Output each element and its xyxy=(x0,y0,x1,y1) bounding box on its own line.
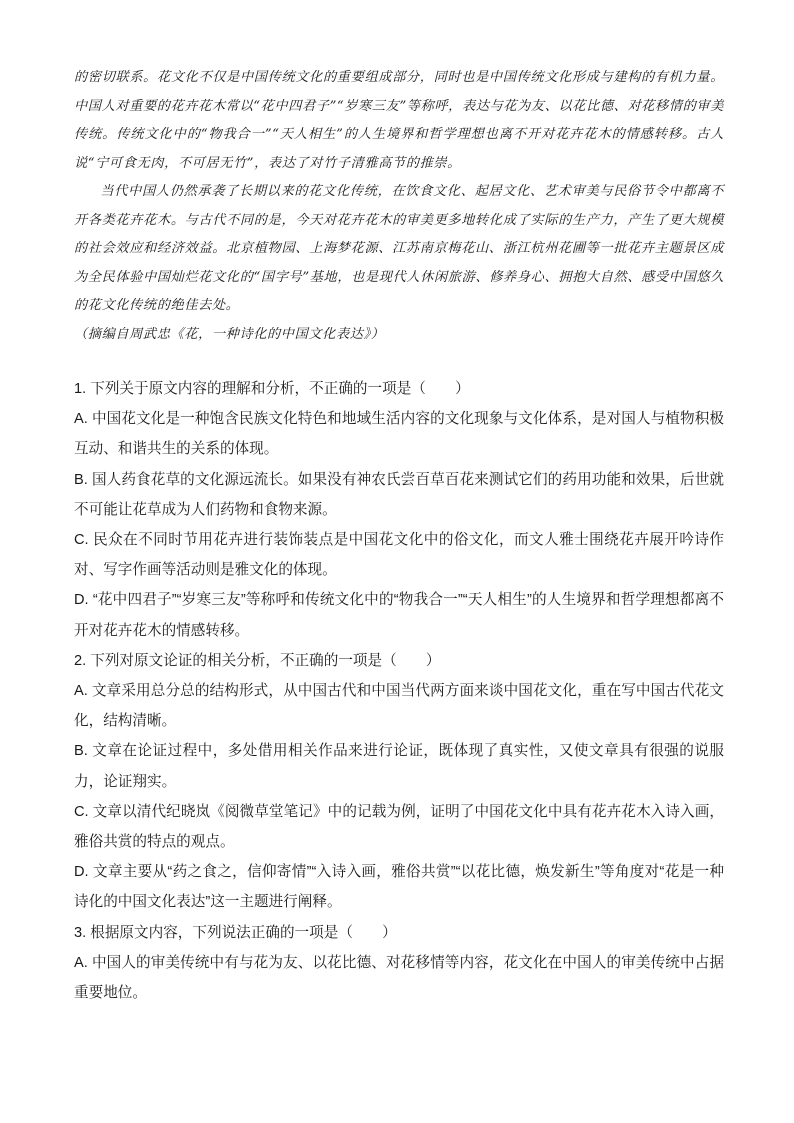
reading-passage xyxy=(74,64,724,349)
question-2-option-c: C. 文章以清代纪晓岚《阅微草堂笔记》中的记载为例，证明了中国花文化中具有花卉花木入诗入画，雅俗共赏的特点的观点。 xyxy=(74,803,724,851)
question-1-option-b: B. 国人药食花草的文化源远流长。如果没有神农氏尝百草百花来测试它们的药用功能和效果，后世就不可能让花草成为人们药物和食物来源。 xyxy=(74,471,724,518)
question-1-option-a: A. 中国花文化是一种饱含民族文化特色和地域生活内容的文化现象与文化体系，是对国人与植物积极互动、和谐共生的关系的体现。 xyxy=(74,411,724,458)
question-1-option-c: C. 民众在不同时节用花卉进行装饰装点是中国花文化中的俗文化，而文人雅士围绕花卉展开吟诗作对、写字作画等活动则是雅文化的体现。 xyxy=(74,532,724,579)
question-1-stem: 1. 下列关于原文内容的理解和分析，不正确的一项是（ ） xyxy=(74,381,470,397)
passage-source: （摘编自周武忠《花，一种诗化的中国文化表达》） xyxy=(74,326,385,342)
passage-paragraph-1: 的密切联系。花文化不仅是中国传统文化的重要组成部分，同时也是中国传统文化形成与建构的有机力量。中国人对重要的花卉花木常以“花中四君子”“岁寒三友”等称呼，表达与花为友、以花比德、对花移情的审美传统。传统文化中的“物我合一”“天人相生”的人生境界和哲学理想也离不开对花卉花木的情感转移。古人说“宁可食无肉，不可居无竹”，表达了对竹子清雅高节的推崇。 xyxy=(74,70,724,171)
question-1-option-d: D. “花中四君子”“岁寒三友”等称呼和传统文化中的“物我合一”“天人相生”的人生境界和哲学理想都离不开对花卉花木的情感转移。 xyxy=(74,592,724,639)
question-2-option-b: B. 文章在论证过程中，多处借用相关作品来进行论证，既体现了真实性，又使文章具有很强的说服力，论证翔实。 xyxy=(74,743,724,790)
passage-paragraph-2: 当代中国人仍然承袭了长期以来的花文化传统，在饮食文化、起居文化、艺术审美与民俗节令中都离不开各类花卉花木。与古代不同的是，今天对花卉花木的审美更多地转化成了实际的生产力，产生了更大规模的社会效应和经济效益。北京植物园、上海梦花源、江苏南京梅花山、浙江杭州花圃等一批花卉主题景区成为全民体验中国灿烂花文化的“国字号”基地，也是现代人休闲旅游、修养身心、拥抱大自然、感受中国悠久的花文化传统的绝佳去处。 xyxy=(74,184,724,313)
question-2-option-a: A. 文章采用总分总的结构形式，从中国古代和中国当代两方面来谈中国花文化，重在写中国古代花文化，结构清晰。 xyxy=(74,683,724,730)
question-2-stem: 2. 下列对原文论证的相关分析，不正确的一项是（ ） xyxy=(74,652,441,669)
question-3-stem: 3. 根据原文内容，下列说法正确的一项是（ ） xyxy=(74,924,397,941)
question-2-option-d: D. 文章主要从“药之食之，信仰寄情”“入诗入画，雅俗共赏”“以花比德，焕发新生”等角度对“花是一种诗化的中国文化表达”这一主题进行阐释。 xyxy=(74,864,724,911)
questions-section xyxy=(74,374,724,1008)
question-3-option-a: A. 中国人的审美传统中有与花为友、以花比德、对花移情等内容，花文化在中国人的审美传统中占据重要地位。 xyxy=(74,954,724,1002)
